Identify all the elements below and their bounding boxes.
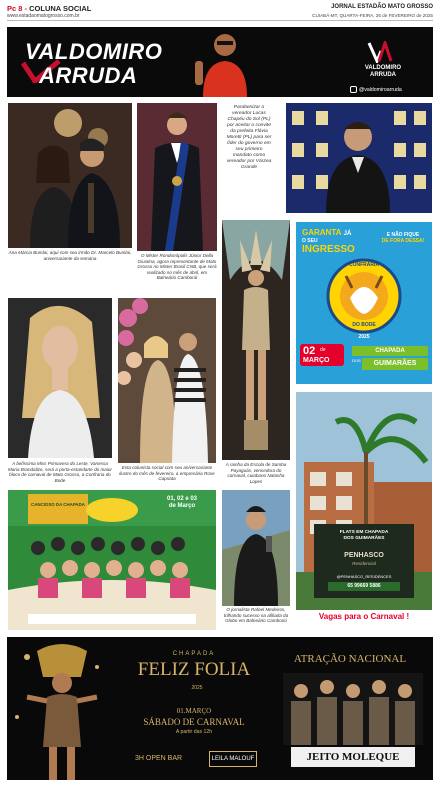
folia-date: 01.MARÇO <box>176 707 212 715</box>
photo-rose-capriata <box>118 298 216 463</box>
ad-ingresso-text: INGRESSO <box>302 244 355 255</box>
instagram-icon <box>350 86 357 93</box>
va-logo-icon <box>367 41 393 63</box>
caption-mister: O Mister Rondonópolis Júnior Della Giustina, agora representante de Mato Grosso no Mister Brasil CNB, que será realizado no mês de abril, em Balneário Camboriú <box>137 253 217 281</box>
banner-name-line2: ARRUDA <box>39 63 138 88</box>
columnist-banner <box>7 27 433 97</box>
penhasco-info-box: FLATS EM CHAPADA DOS GUIMARÃES PENHASCO Residencial @PENHASCO_RESIDENCES 65 99669 5886 <box>314 524 414 598</box>
penhasco-brand: PENHASCO <box>344 552 384 559</box>
caption-vereador: Parabenizar o vereador Lucas Chapéu do Sol (PL) por aceitar o convite da prefeita Flávia Moretti (PL) para ser líder do governo em seu primeiro mandato como vereador por Várzea Grande <box>226 105 272 170</box>
site-url[interactable]: www.estadaomatogrosso.com.br <box>7 13 80 19</box>
header-divider <box>7 20 433 21</box>
page-number: Pc 8 <box>7 4 23 13</box>
ad-feliz-folia[interactable]: CHAPADA FELIZ FOLIA 2025 01.MARÇO SÁBADO DE CARNAVAL A partir das 12h 3H OPEN BAR LEILA MALOUF ATRAÇÃO NACIONAL JEITO MOLEQUE <box>7 637 433 780</box>
penhasco-phone[interactable]: 65 99669 5886 <box>328 582 400 591</box>
columnist-photo <box>193 27 255 97</box>
photo-miss-primavera <box>8 298 112 458</box>
folia-venue-logo: LEILA MALOUF <box>209 751 257 767</box>
photo-vereador <box>286 103 432 213</box>
folia-dancer-image <box>7 637 117 780</box>
section-title: COLUNA SOCIAL <box>29 4 92 13</box>
folia-attraction-label: ATRAÇÃO NACIONAL <box>293 653 407 665</box>
band-name: JEITO MOLEQUE <box>291 747 415 767</box>
ad-carnaval-chapada[interactable]: 01, 02 e 03 de Março CANCIOSO DA CHAPADA <box>8 490 216 630</box>
ad-penhasco-flats[interactable] <box>296 392 432 610</box>
instagram-handle[interactable]: @valdomiroarruda <box>359 87 402 93</box>
caption-rainha: A rainha da Escola de Samba Payaguás, vencedora do carnaval, cuiabano Natasha Lopes <box>225 462 287 484</box>
caption-rose: Esta colunista social com seu aniversariante ilustre do mês de fevereiro, a empresária Rose Capriata <box>119 465 215 482</box>
ad-show-dates: 01, 02 e 03 <box>166 496 198 502</box>
caption-rafael: O jornalista Rafael Medeiros, trilhando sucesso na afiliada da Globo em Balneário Camboriú <box>223 607 289 624</box>
banner-logo-caption: VALDOMIRO ARRUDA <box>364 65 402 78</box>
photo-rainha-payaguas <box>222 220 290 460</box>
caption-miss: A belíssima Miss Primavera do Leste, Vanessa Maria Brandalize, será a porta-estandarte do maior bloco de carnaval de Mato Grosso, a Confraria do Bode <box>8 461 112 483</box>
folia-title: FELIZ FOLIA <box>137 659 251 680</box>
ad-confraria-do-bode[interactable]: GARANTA JÁ O SEU INGRESSO E NÃO FIQUE DE FORA DESSA! CONFRARIA DO BODE 2025 02 de MARÇO CHAPADA DOS GUIMARÃES <box>296 222 432 384</box>
photo-rafael-medeiros <box>222 490 290 606</box>
dateline: CUIABÁ-MT, QUARTA-FEIRA, 26 de FEVEREIRO de 2025 <box>312 13 433 18</box>
caption-ana-marcia: Ana Márcia Bumlai, aqui com seu irmão Dr. Marcelo Bumlai, aniversariante da semana <box>8 250 132 261</box>
penhasco-slogan: Vagas para o Carnaval ! <box>318 612 410 621</box>
newspaper-name: JORNAL ESTADÃO MATO GROSSO <box>331 4 433 10</box>
photo-mister-rondonopolis <box>137 103 217 251</box>
band-photo <box>283 673 423 745</box>
page-section-label: Pc 8 - COLUNA SOCIAL <box>7 4 92 13</box>
ad-date-badge: 02 de MARÇO <box>300 344 344 366</box>
banner-name-line1: VALDOMIRO <box>25 39 163 64</box>
photo-ana-marcia <box>8 103 132 248</box>
